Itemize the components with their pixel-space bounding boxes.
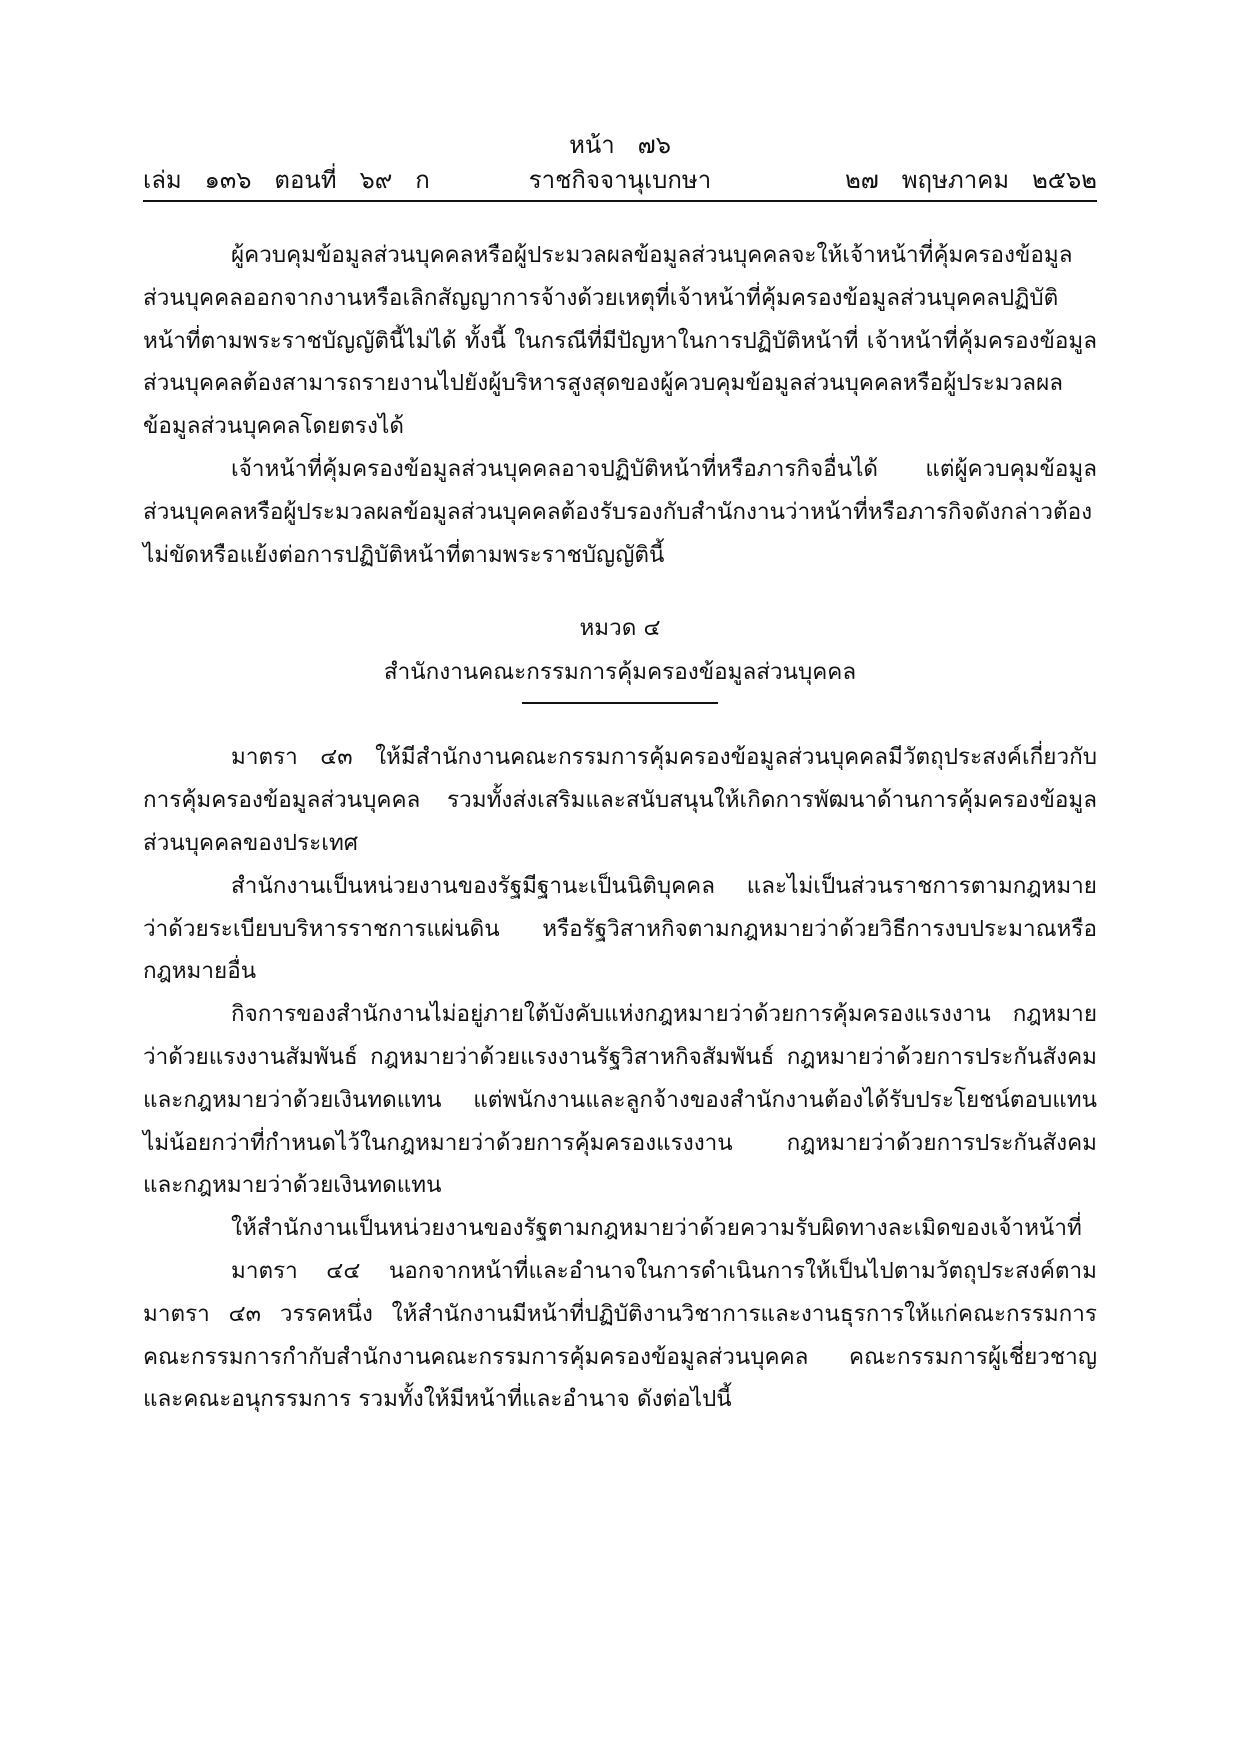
section-43-paragraph: มาตรา ๔๓ ให้มีสำนักงานคณะกรรมการคุ้มครองข้อมูลส่วนบุคคลมีวัตถุประสงค์เกี่ยวกับการคุ้มครองข้อมูลส่วนบุคคล รวมทั้งส่งเสริมและสนับสนุนให้เกิดการพัฒนาด้านการคุ้มครองข้อมูลส่วนบุคคลของประเทศ — [143, 744, 1097, 856]
chapter-divider — [522, 702, 718, 704]
gazette-header — [143, 163, 1097, 197]
chapter-subtitle: สำนักงานคณะกรรมการคุ้มครองข้อมูลส่วนบุคคล — [383, 659, 857, 686]
document-body — [143, 234, 1097, 1421]
paragraph: สำนักงานเป็นหน่วยงานของรัฐมีฐานะเป็นนิติบุคคล และไม่เป็นส่วนราชการตามกฎหมายว่าด้วยระเบียบบริหารราชการแผ่นดิน หรือรัฐวิสาหกิจตามกฎหมายว่าด้วยวิธีการงบประมาณหรือกฎหมายอื่น — [143, 872, 1097, 985]
section-44-paragraph: มาตรา ๔๔ นอกจากหน้าที่และอำนาจในการดำเนินการให้เป็นไปตามวัตถุประสงค์ตามมาตรา ๔๓ วรรคหนึ่ง ให้สำนักงานมีหน้าที่ปฏิบัติงานวิชาการและงานธุรการให้แก่คณะกรรมการคณะกรรมการกำกับสำนักงานคณะกรรมการคุ้มครองข้อมูลส่วนบุคคล คณะกรรมการผู้เชี่ยวชาญ และคณะอนุกรรมการ รวมทั้งให้มีหน้าที่และอำนาจ ดังต่อไปนี้ — [143, 1257, 1097, 1413]
paragraph: ให้สำนักงานเป็นหน่วยงานของรัฐตามกฎหมายว่าด้วยความรับผิดทางละเมิดของเจ้าหน้าที่ — [231, 1215, 1082, 1242]
paragraph: เจ้าหน้าที่คุ้มครองข้อมูลส่วนบุคคลอาจปฏิบัติหน้าที่หรือภารกิจอื่นได้ แต่ผู้ควบคุมข้อมูลส่วนบุคคลหรือผู้ประมวลผลข้อมูลส่วนบุคคลต้องรับรองกับสำนักงานว่าหน้าที่หรือภารกิจดังกล่าวต้องไม่ขัดหรือแย้งต่อการปฏิบัติหน้าที่ตามพระราชบัญญัตินี้ — [143, 455, 1097, 568]
volume-issue: เล่ม ๑๓๖ ตอนที่ ๖๙ ก — [143, 166, 430, 194]
chapter-heading — [143, 606, 1097, 704]
page-number: หน้า ๗๖ — [569, 131, 671, 159]
gazette-name: ราชกิจจานุเบกษา — [528, 166, 712, 194]
chapter-title: หมวด ๔ — [579, 615, 661, 642]
header-divider — [143, 200, 1097, 202]
paragraph: กิจการของสำนักงานไม่อยู่ภายใต้บังคับแห่งกฎหมายว่าด้วยการคุ้มครองแรงงาน กฎหมายว่าด้วยแรงงานสัมพันธ์ กฎหมายว่าด้วยแรงงานรัฐวิสาหกิจสัมพันธ์ กฎหมายว่าด้วยการประกันสังคมและกฎหมายว่าด้วยเงินทดแทน แต่พนักงานและลูกจ้างของสำนักงานต้องได้รับประโยชน์ตอบแทนไม่น้อยกว่าที่กำหนดไว้ในกฎหมายว่าด้วยการคุ้มครองแรงงาน กฎหมายว่าด้วยการประกันสังคม และกฎหมายว่าด้วยเงินทดแทน — [143, 1001, 1097, 1199]
paragraph: ผู้ควบคุมข้อมูลส่วนบุคคลหรือผู้ประมวลผลข้อมูลส่วนบุคคลจะให้เจ้าหน้าที่คุ้มครองข้อมูลส่วนบุคคลออกจากงานหรือเลิกสัญญาการจ้างด้วยเหตุที่เจ้าหน้าที่คุ้มครองข้อมูลส่วนบุคคลปฏิบัติหน้าที่ตามพระราชบัญญัตินี้ไม่ได้ ทั้งนี้ ในกรณีที่มีปัญหาในการปฏิบัติหน้าที่ เจ้าหน้าที่คุ้มครองข้อมูลส่วนบุคคลต้องสามารถรายงานไปยังผู้บริหารสูงสุดของผู้ควบคุมข้อมูลส่วนบุคคลหรือผู้ประมวลผลข้อมูลส่วนบุคคลโดยตรงได้ — [143, 242, 1097, 440]
publication-date: ๒๗ พฤษภาคม ๒๕๖๒ — [844, 166, 1097, 194]
